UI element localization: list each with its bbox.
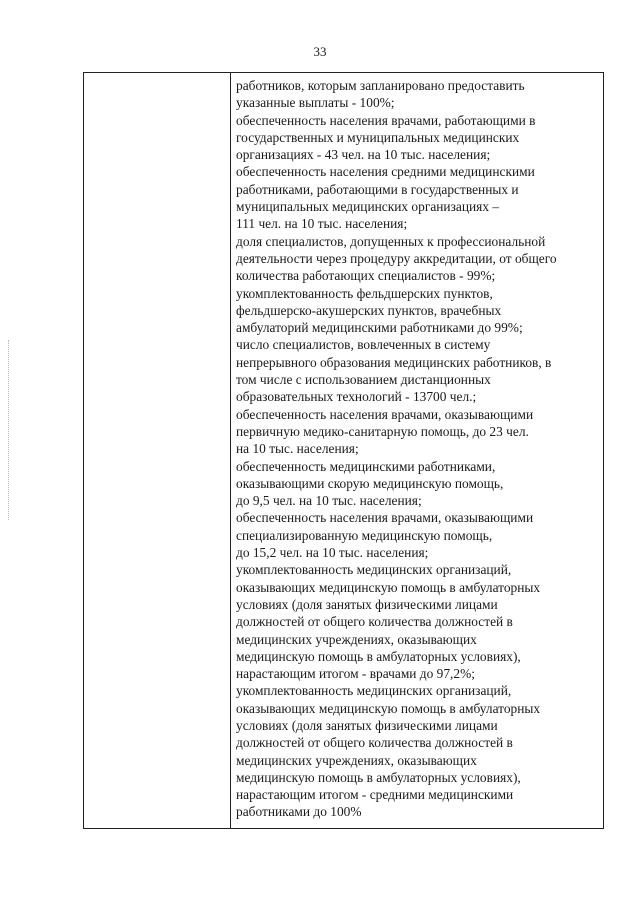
table-left-cell [84, 73, 230, 828]
text-line: укомплектованность медицинских организаций, [236, 683, 512, 699]
text-line: медицинских учреждениях, оказывающих [236, 752, 477, 768]
text-line: первичную медико-санитарную помощь, до 23 чел. [236, 423, 529, 439]
text-line: обеспеченность медицинскими работниками, [236, 458, 496, 474]
text-line: образовательных технологий - 13700 чел.; [236, 389, 477, 405]
text-line: до 9,5 чел. на 10 тыс. населения; [236, 493, 422, 509]
text-line: укомплектованность медицинских организаций, [236, 562, 512, 578]
text-line: медицинских учреждениях, оказывающих [236, 631, 477, 647]
text-line: непрерывного образования медицинских работников, в [236, 354, 552, 370]
text-line: обеспеченность населения средними медицинскими [236, 164, 535, 180]
page-number: 33 [313, 44, 327, 59]
text-line: на 10 тыс. населения; [236, 441, 359, 457]
text-line: специализированную медицинскую помощь, [236, 527, 493, 543]
text-line: деятельности через процедуру аккредитации, от общего [236, 250, 557, 266]
text-line: нарастающим итогом - средними медицинскими [236, 787, 514, 803]
text-line: нарастающим итогом - врачами до 97,2%; [236, 666, 475, 682]
scan-margin-marks [8, 340, 11, 520]
text-line: работников, которым запланировано предоставить [236, 78, 525, 93]
text-line: до 15,2 чел. на 10 тыс. населения; [236, 545, 429, 561]
text-line: оказывающих медицинскую помощь в амбулаторных [236, 579, 541, 595]
text-line: число специалистов, вовлеченных в систему [236, 337, 491, 353]
text-line: 111 чел. на 10 тыс. населения; [236, 216, 408, 232]
table-right-cell [236, 77, 602, 821]
text-line: том числе с использованием дистанционных [236, 372, 491, 388]
text-line: количества работающих специалистов - 99%; [236, 268, 496, 284]
text-line: муниципальных медицинских организациях – [236, 199, 500, 215]
text-line: указанные выплаты - 100%; [236, 95, 395, 111]
text-line: работниками, работающими в государственных и [236, 181, 519, 197]
text-line: работниками до 100% [236, 804, 362, 820]
text-line: обеспеченность населения врачами, оказывающими [236, 406, 534, 422]
text-line: укомплектованность фельдшерских пунктов, [236, 285, 493, 301]
text-line: должностей от общего количества должностей в [236, 614, 513, 630]
text-line: оказывающими скорую медицинскую помощь, [236, 475, 504, 491]
text-line: обеспеченность населения врачами, оказывающими [236, 510, 534, 526]
text-line: фельдшерско-акушерских пунктов, врачебных [236, 302, 502, 318]
text-line: условиях (доля занятых физическими лицами [236, 717, 498, 733]
text-line: амбулаторий медицинскими работниками до 99%; [236, 320, 523, 336]
text-line: должностей от общего количества должностей в [236, 735, 513, 751]
text-line: медицинскую помощь в амбулаторных условиях), [236, 648, 521, 664]
column-divider [230, 73, 231, 828]
text-line: условиях (доля занятых физическими лицами [236, 596, 498, 612]
text-line: доля специалистов, допущенных к профессиональной [236, 233, 546, 249]
text-line: обеспеченность населения врачами, работающими в [236, 112, 536, 128]
text-line: государственных и муниципальных медицинских [236, 129, 520, 145]
table [83, 72, 604, 829]
text-line: медицинскую помощь в амбулаторных условиях), [236, 769, 521, 785]
text-line: оказывающих медицинскую помощь в амбулаторных [236, 700, 541, 716]
text-line: организациях - 43 чел. на 10 тыс. населения; [236, 147, 491, 163]
